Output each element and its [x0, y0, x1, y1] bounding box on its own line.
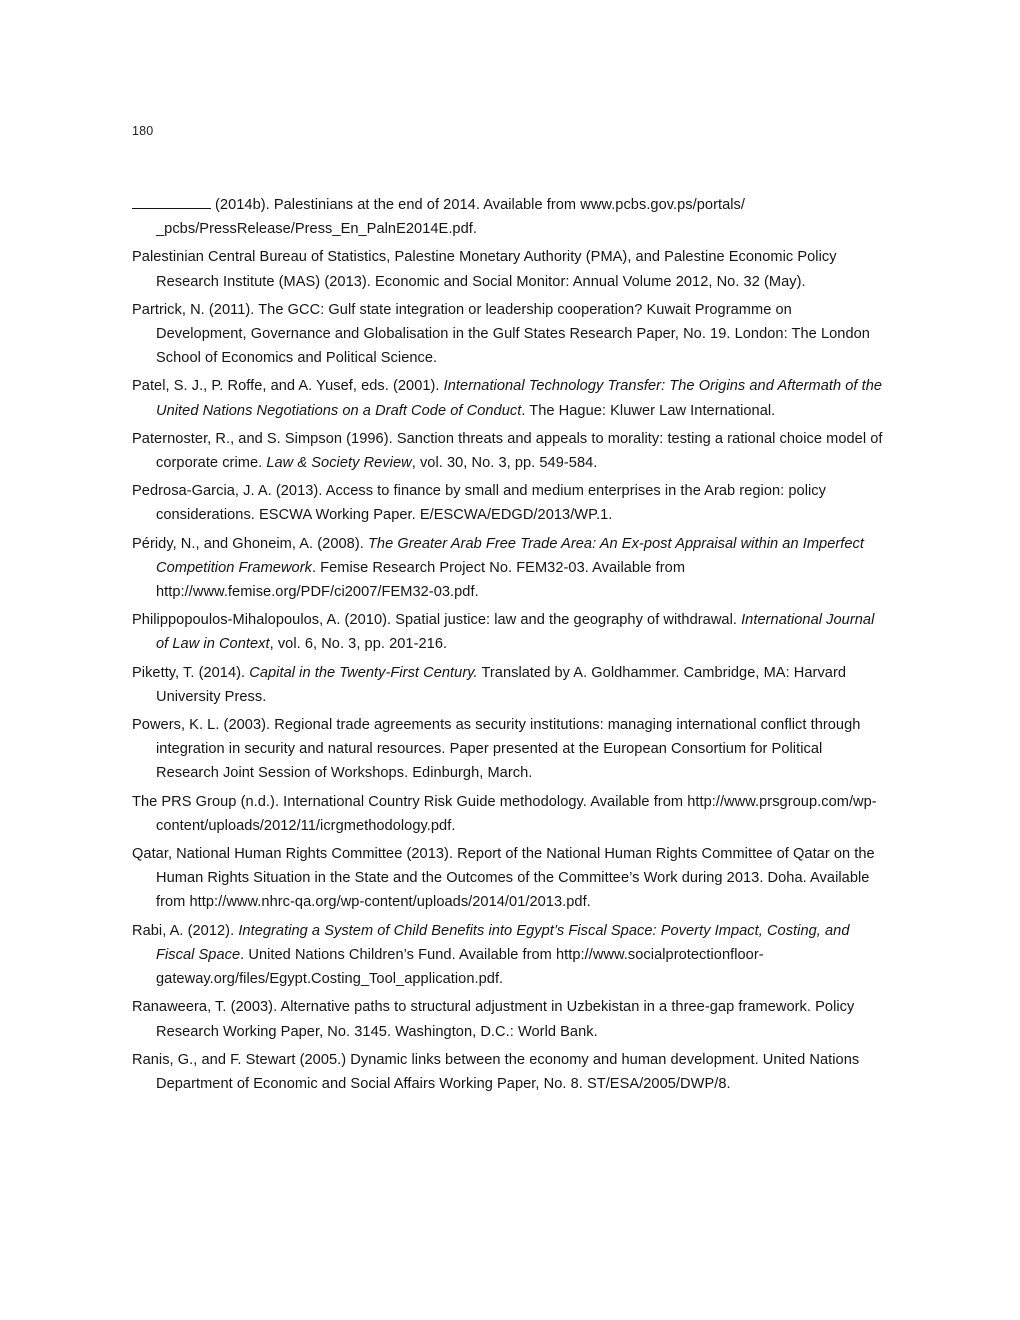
reference-text: Partrick, N. (2011). The GCC: Gulf state integration or leadership cooperation? Kuwait Programme on Development, Governance and Globalisation in the Gulf States Research Paper, No. 19. London: The London School of Economics and Political Science. — [132, 301, 870, 367]
reference-entry — [132, 919, 884, 992]
page-number: 180 — [132, 124, 154, 138]
reference-entry — [132, 995, 884, 1043]
reference-entry — [132, 661, 884, 709]
reference-title-italic: The Greater Arab Free Trade Area: An Ex-post Appraisal within an Imperfect Competition Framework — [156, 535, 865, 576]
reference-title-italic: Capital in the Twenty-First Century. — [249, 664, 478, 681]
reference-text: Ranis, G., and F. Stewart (2005.) Dynamic links between the economy and human development. United Nations Department of Economic and Social Affairs Working Paper, No. 8. ST/ESA/2005/DWP/8. — [132, 1051, 860, 1092]
reference-text: Patel, S. J., P. Roffe, and A. Yusef, eds. (2001). — [132, 378, 444, 395]
reference-text: . Femise Research Project No. FEM32-03. Available from http://www.femise.org/PDF/ci2007/FEM32-03.pdf. — [156, 559, 686, 601]
reference-entry — [132, 374, 884, 422]
reference-text: Piketty, T. (2014). — [132, 664, 250, 681]
reference-text: The PRS Group (n.d.). International Country Risk Guide methodology. Available from http://www.prsgroup.com/wp-content/uploads/2012/11/icrgmethodology.pdf. — [132, 793, 877, 834]
reference-title-italic: International Journal of Law in Context — [156, 612, 875, 653]
reference-text: , vol. 30, No. 3, pp. 549-584. — [411, 455, 598, 472]
reference-text: Translated by A. Goldhammer. Cambridge, MA: Harvard University Press. — [156, 664, 847, 705]
reference-title-italic: Law & Society Review — [266, 455, 412, 472]
reference-text: Powers, K. L. (2003). Regional trade agreements as security institutions: managing international conflict through integration in security and natural resources. Paper presented at the European Consortium for Political Research Joint Session of Workshops. Edinburgh, March. — [132, 717, 861, 782]
reference-text: (2014b). Palestinians at the end of 2014. Available from www.pcbs.gov.ps/portals/ _pcbs/PressRelease/Press_En_PalnE2014E.pdf. — [156, 197, 745, 238]
reference-text: Philippopoulos-Mihalopoulos, A. (2010). Spatial justice: law and the geography of withdrawal. — [132, 612, 742, 629]
reference-entry — [132, 532, 884, 605]
reference-entry — [132, 842, 884, 915]
reference-text: , vol. 6, No. 3, pp. 201-216. — [269, 636, 448, 653]
reference-entry — [132, 298, 884, 371]
reference-text: . United Nations Children’s Fund. Available from http://www.socialprotectionfloor-gateway.org/files/Egypt.Costing_Tool_application.pdf. — [156, 946, 764, 988]
reference-entry — [132, 479, 884, 527]
reference-title-italic: International Technology Transfer: The Origins and Aftermath of the United Nations Negotiations on a Draft Code of Conduct — [156, 378, 883, 419]
reference-entry — [132, 713, 884, 786]
reference-entry — [132, 245, 884, 293]
reference-text: . The Hague: Kluwer Law International. — [521, 402, 776, 419]
reference-text: Pedrosa-Garcia, J. A. (2013). Access to finance by small and medium enterprises in the Arab region: policy considerations. ESCWA Working Paper. E/ESCWA/EDGD/2013/WP.1. — [132, 483, 826, 524]
reference-entry — [132, 608, 884, 656]
reference-entry — [132, 193, 884, 241]
reference-list — [132, 193, 884, 1100]
repeat-author-rule — [132, 207, 211, 209]
reference-text: Palestinian Central Bureau of Statistics, Palestine Monetary Authority (PMA), and Palestine Economic Policy Research Institute (MAS) (2013). Economic and Social Monitor: Annual Volume 2012, No. 32 (May). — [132, 249, 837, 290]
reference-text: Qatar, National Human Rights Committee (2013). Report of the National Human Rights Committee of Qatar on the Human Rights Situation in the State and the Outcomes of the Committee’s Work during 2013. Doha. Available from http://www.nhrc-qa.org/wp-content/uploads/2014/01/2013.pdf. — [132, 846, 875, 911]
reference-entry — [132, 790, 884, 838]
reference-entry — [132, 427, 884, 475]
reference-entry — [132, 1048, 884, 1096]
reference-title-italic: Integrating a System of Child Benefits into Egypt’s Fiscal Space: Poverty Impact, Costing, and Fiscal Space — [156, 922, 850, 963]
reference-text: Péridy, N., and Ghoneim, A. (2008). — [132, 535, 368, 552]
reference-text: Paternoster, R., and S. Simpson (1996). Sanction threats and appeals to morality: testing a rational choice model of corporate crime. — [132, 430, 883, 472]
reference-text: Ranaweera, T. (2003). Alternative paths to structural adjustment in Uzbekistan in a three-gap framework. Policy Research Working Paper, No. 3145. Washington, D.C.: World Bank. — [132, 999, 855, 1040]
reference-text: Rabi, A. (2012). — [132, 922, 239, 939]
